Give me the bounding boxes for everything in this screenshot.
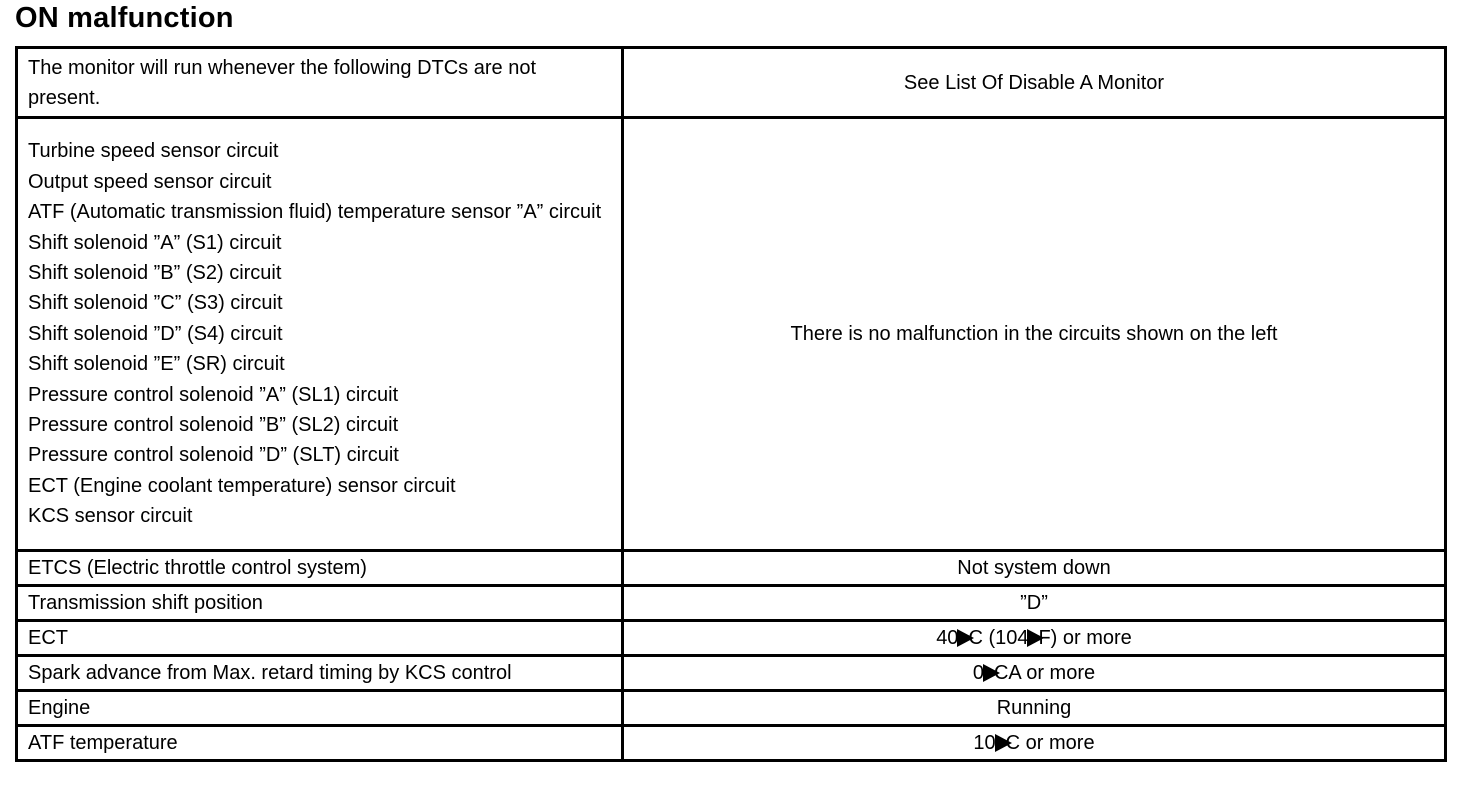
table-row xyxy=(17,48,1446,118)
dtc-condition-value: There is no malfunction in the circuits shown on the left xyxy=(623,118,1446,551)
monitor-condition-label: The monitor will run whenever the following DTCs are not present. xyxy=(17,48,623,118)
ect-value-part: F) or more xyxy=(1038,627,1132,649)
atf-temperature-label: ATF temperature xyxy=(17,726,623,761)
monitor-condition-value: See List Of Disable A Monitor xyxy=(623,48,1446,118)
table-row xyxy=(17,586,1446,621)
list-item: Pressure control solenoid ”A” (SL1) circuit xyxy=(28,383,399,406)
engine-label: Engine xyxy=(17,691,623,726)
list-item: Output speed sensor circuit xyxy=(28,170,272,193)
etcs-value: Not system down xyxy=(623,551,1446,586)
spark-advance-value xyxy=(623,656,1446,691)
spark-value-part: CA or more xyxy=(993,662,1096,684)
atf-value-part: 10 xyxy=(973,732,996,754)
ect-label: ECT xyxy=(17,621,623,656)
etcs-label: ETCS (Electric throttle control system) xyxy=(17,551,623,586)
list-item: Pressure control solenoid ”B” (SL2) circuit xyxy=(28,414,399,437)
list-item: ATF (Automatic transmission fluid) temperature sensor ”A” circuit xyxy=(28,201,602,224)
list-item: KCS sensor circuit xyxy=(28,505,193,528)
spark-value-part: 0 xyxy=(972,662,984,684)
list-item: Turbine speed sensor circuit xyxy=(28,140,279,163)
table-row xyxy=(17,656,1446,691)
ect-value-part: C (104 xyxy=(968,627,1029,649)
ect-value-part: 40 xyxy=(936,627,959,649)
table-row xyxy=(17,621,1446,656)
list-item: Shift solenoid ”E” (SR) circuit xyxy=(28,353,285,376)
table-row xyxy=(17,118,1446,551)
ect-value xyxy=(623,621,1446,656)
list-item: Shift solenoid ”C” (S3) circuit xyxy=(28,292,283,315)
page-title: ON malfunction xyxy=(15,2,234,34)
degree-symbol-icon xyxy=(957,629,974,647)
atf-value-part: C or more xyxy=(1005,732,1095,754)
degree-symbol-icon xyxy=(995,734,1012,752)
engine-value: Running xyxy=(623,691,1446,726)
list-item: Shift solenoid ”D” (S4) circuit xyxy=(28,322,283,345)
table-row xyxy=(17,551,1446,586)
shift-position-value: ”D” xyxy=(623,586,1446,621)
degree-symbol-icon xyxy=(1027,629,1044,647)
list-item: Shift solenoid ”B” (S2) circuit xyxy=(28,261,282,284)
monitor-conditions-table xyxy=(15,46,1447,762)
atf-temperature-value xyxy=(623,726,1446,761)
shift-position-label: Transmission shift position xyxy=(17,586,623,621)
degree-symbol-icon xyxy=(983,664,1000,682)
list-item: Pressure control solenoid ”D” (SLT) circuit xyxy=(28,444,399,467)
table-row xyxy=(17,691,1446,726)
table-row xyxy=(17,726,1446,761)
spark-advance-label: Spark advance from Max. retard timing by KCS control xyxy=(17,656,623,691)
list-item: Shift solenoid ”A” (S1) circuit xyxy=(28,231,282,254)
dtc-circuit-list xyxy=(17,118,623,551)
list-item: ECT (Engine coolant temperature) sensor circuit xyxy=(28,474,456,497)
